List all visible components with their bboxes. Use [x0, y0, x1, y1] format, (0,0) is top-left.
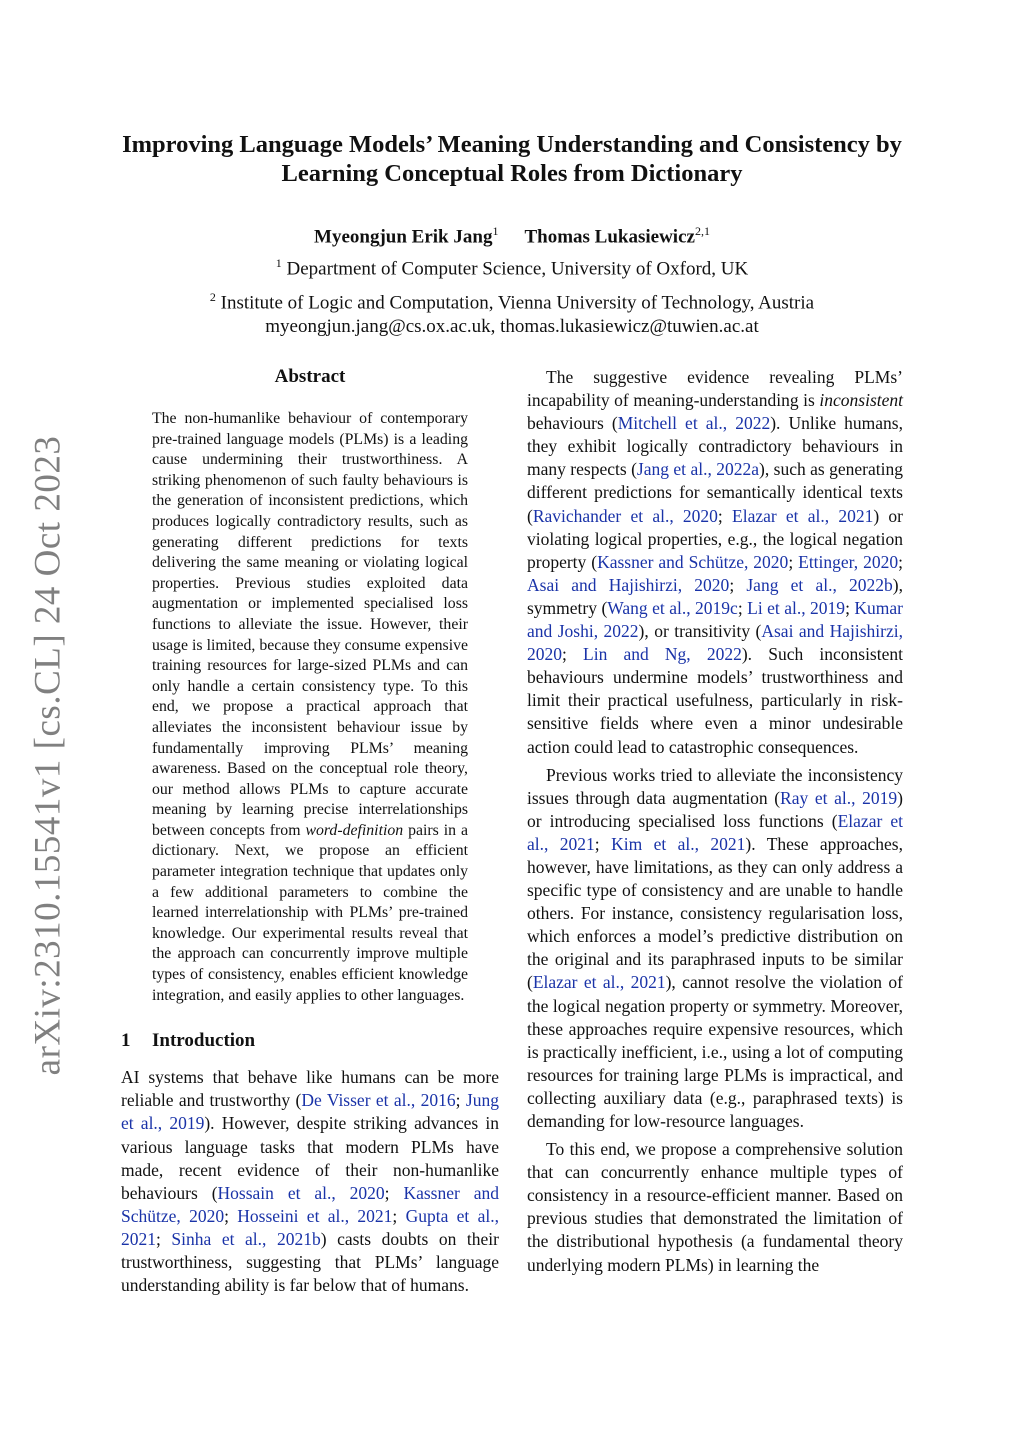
citation-link[interactable]: Jang et al., 2022a — [636, 459, 760, 480]
author-list — [100, 224, 924, 248]
citation-link[interactable]: Wang et al., 2019c — [607, 597, 738, 618]
citation-link[interactable]: Kassner and Schütze, 2020 — [121, 1182, 499, 1226]
citation-link[interactable]: Asai and Hajishirzi, 2020 — [527, 621, 904, 665]
arxiv-identifier: arXiv:2310.15541v1 [cs.CL] 24 Oct 2023 — [27, 435, 69, 1075]
intro-paragraph: AI systems that behave like humans can be more reliable and trustworthy (De Visser et al., 2016; Jung et al., 2019). However, despite striking advances in various language tasks that modern PLMs have made, recent evidence of their non-humanlike behaviours (Hossain et al., 2020; Kassner and Schütze, 2020; Hosseini et al., 2021; Gupta et al., 2021; Sinha et al., 2021b) casts doubts on their trustworthiness, suggesting that PLMs’ language understanding ability is far below that of humans. — [121, 1067, 499, 1296]
citation-link[interactable]: Elazar et al., 2021 — [532, 972, 666, 993]
citation-link[interactable]: Jang et al., 2022b — [746, 574, 893, 595]
citation-link[interactable]: Mitchell et al., 2022 — [617, 413, 771, 434]
affiliation-line: $^1$ Department of Computer Science, University of Oxford, UK — [275, 256, 749, 280]
citation-link[interactable]: Kassner and Schütze, 2020 — [597, 551, 789, 572]
citation-link[interactable]: Elazar et al., 2021 — [527, 810, 903, 854]
author-emails: myeongjun.jang@cs.ox.ac.uk, thomas.lukasiewicz@tuwien.ac.at — [265, 315, 759, 337]
citation-link[interactable]: Hossain et al., 2020 — [217, 1182, 385, 1203]
section-heading-introduction: 1 Introduction — [121, 1030, 256, 1052]
left-column — [121, 366, 499, 1297]
abstract-text: The non-humanlike behaviour of contemporary pre-trained language models (PLMs) is a leading cause undermining their trustworthiness. A striking phenomenon of such faulty behaviours is the generation of inconsistent predictions, which produces logically contradictory results, such as generating different predictions for texts delivering the same meaning or violating logical properties. Previous studies exploited data augmentation or implemented specialised loss functions to alleviate the issue. However, their usage is limited, because they consume expensive training resources for large-sized PLMs and can only handle a certain consistency type. To this end, we propose a practical approach that alleviates the inconsistent behaviour issue by fundamentally improving PLMs’ meaning awareness. Based on the conceptual role theory, our method allows PLMs to capture accurate meaning by learning precise interrelationships between concepts from word-definition pairs in a dictionary. Next, we propose an efficient parameter integration technique that updates only a few additional parameters to combine the learned interrelationship with PLMs’ pre-trained knowledge. Our experimental results reveal that the approach can concurrently improve multiple types of consistency, enables efficient knowledge integration, and easily applies to other languages. — [152, 410, 468, 1004]
paper-header — [100, 130, 924, 339]
citation-link[interactable]: Gupta et al., 2021 — [121, 1205, 499, 1249]
citation-link[interactable]: Lin and Ng, 2022 — [583, 644, 742, 665]
body-paragraph: To this end, we propose a comprehensive solution that can concurrently enhance multiple types of consistency in a resource-efficient manner. Based on previous studies that demonstrated the limitation of the distributional hypothesis (a fundamental theory underlying modern PLMs) in learning the — [527, 1139, 903, 1275]
author-affil-mark: 2,1 — [694, 224, 710, 238]
citation-link[interactable]: Hosseini et al., 2021 — [237, 1205, 393, 1226]
body-paragraph: Previous works tried to alleviate the inconsistency issues through data augmentation (Ray et al., 2019) or introducing specialised loss functions (Elazar et al., 2021; Kim et al., 2021). These approaches, however, have limitations, as they can only address a specific type of consistency and are unable to handle others. For instance, consistency regularisation loss, which enforces a model’s predictive distribution on the original and its paraphrased inputs to be similar (Elazar et al., 2021), cannot resolve the violation of the logical negation property or symmetry. Moreover, these approaches require expensive resources, which is practically inefficient, i.e., using a lot of computing resources for training large PLMs is impractical, and collecting auxiliary data (e.g., paraphrased texts) is demanding for low-resource languages. — [527, 764, 903, 1131]
citation-link[interactable]: Ettinger, 2020 — [798, 551, 899, 572]
citation-link[interactable]: Jung et al., 2019 — [121, 1090, 499, 1134]
body-paragraph: The suggestive evidence revealing PLMs’ incapability of meaning-understanding is inconsistent behaviours (Mitchell et al., 2022). Unlike humans, they exhibit logically contradictory behaviours in many respects (Jang et al., 2022a), such as generating different predictions for semantically identical texts (Ravichander et al., 2020; Elazar et al., 2021) or violating logical properties, e.g., the logical negation property (Kassner and Schütze, 2020; Ettinger, 2020; Asai and Hajishirzi, 2020; Jang et al., 2022b), symmetry (Wang et al., 2019c; Li et al., 2019; Kumar and Joshi, 2022), or transitivity (Asai and Hajishirzi, 2020; Lin and Ng, 2022). Such inconsistent behaviours undermine models’ trustworthiness and limit their practical usefulness, particularly in risk-sensitive fields where even a minor undesirable action could lead to catastrophic consequences. — [527, 367, 904, 757]
citation-link[interactable]: Ray et al., 2019 — [780, 787, 898, 808]
abstract-heading: Abstract — [274, 366, 346, 387]
citation-link[interactable]: Sinha et al., 2021b — [171, 1228, 321, 1249]
paper-title: Improving Language Models’ Meaning Understanding and Consistency by Learning Conceptual Roles from Dictionary — [122, 131, 902, 187]
citation-link[interactable]: Kim et al., 2021 — [611, 833, 746, 854]
author-affil-mark: 1 — [492, 224, 499, 238]
right-column — [527, 366, 903, 1277]
citation-link[interactable]: Ravichander et al., 2020 — [532, 505, 718, 526]
author-name: Thomas Lukasiewicz — [524, 226, 695, 248]
arxiv-sidebar — [18, 435, 78, 1075]
author-name: Myeongjun Erik Jang — [314, 226, 493, 248]
affiliation-line: $^2$ Institute of Logic and Computation, Vienna University of Technology, Austria — [209, 289, 815, 313]
citation-link[interactable]: Li et al., 2019 — [747, 597, 846, 618]
citation-link[interactable]: Asai and Hajishirzi, 2020 — [527, 574, 730, 595]
citation-link[interactable]: De Visser et al., 2016 — [301, 1090, 456, 1111]
citation-link[interactable]: Elazar et al., 2021 — [732, 505, 874, 526]
citation-link[interactable]: Kumar and Joshi, 2022 — [527, 597, 903, 642]
